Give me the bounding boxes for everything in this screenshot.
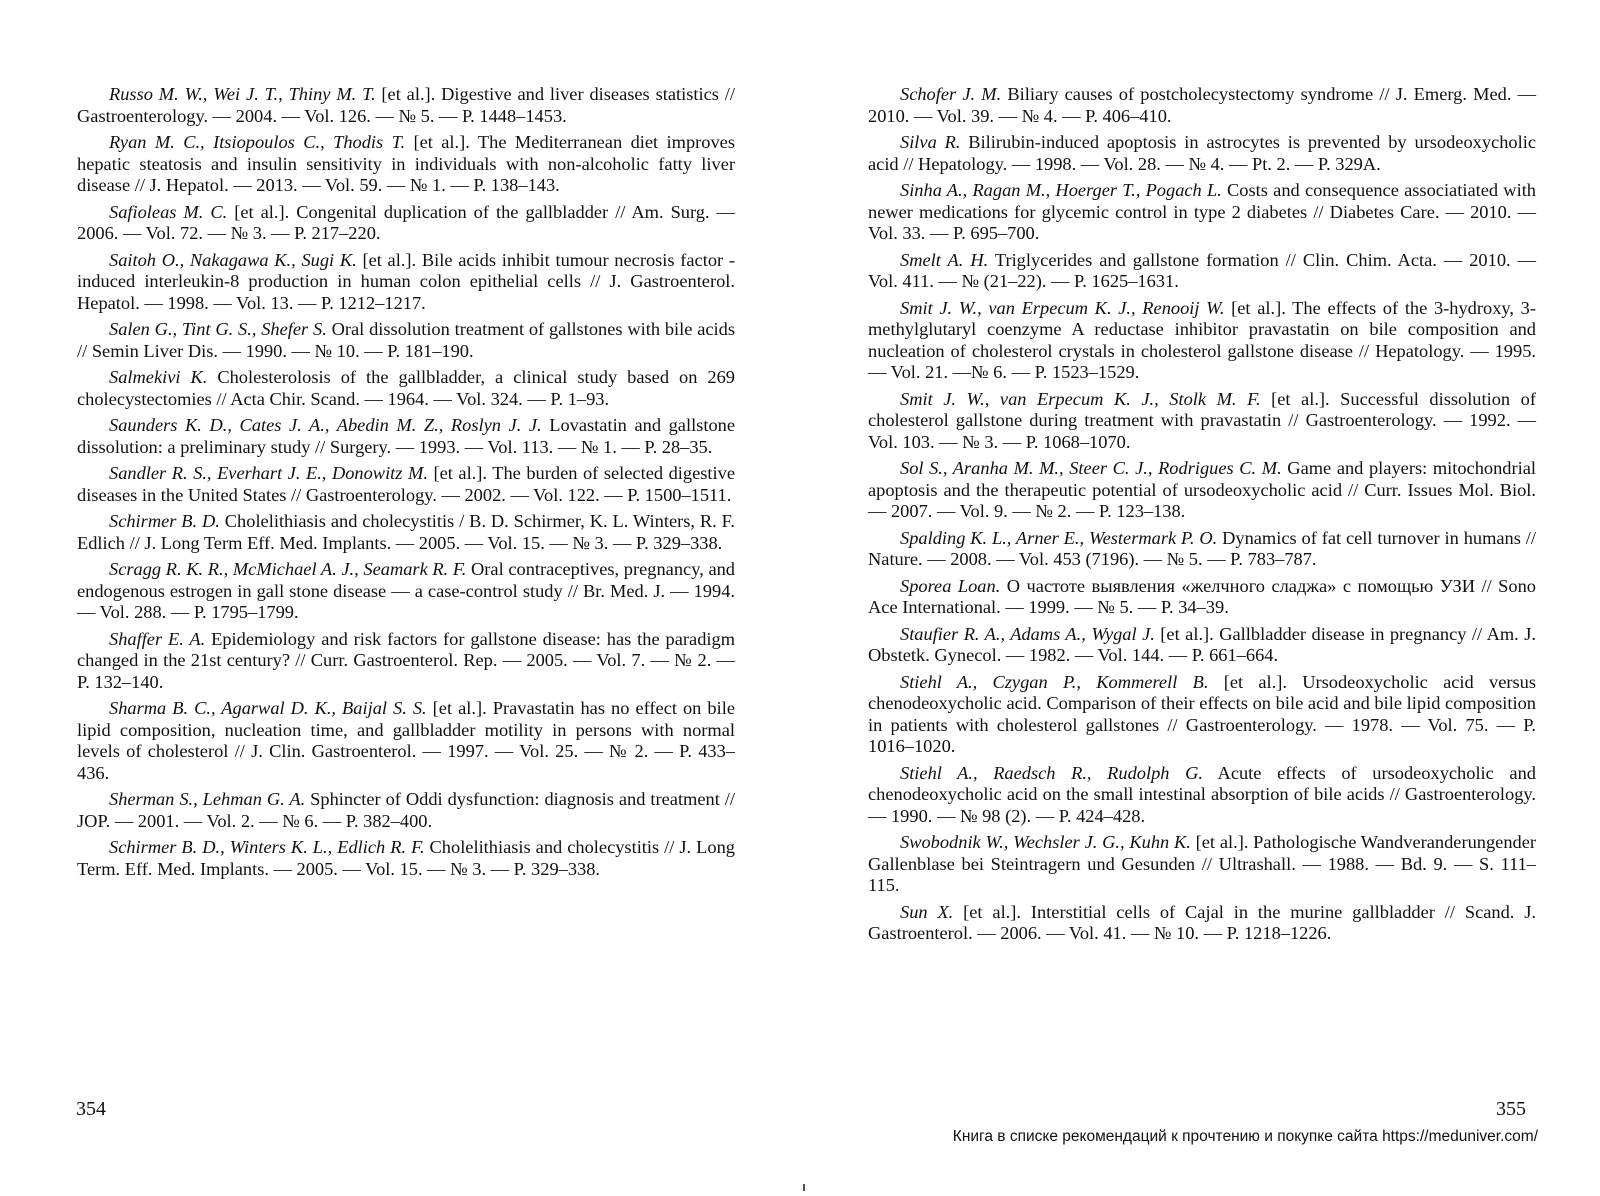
reference-authors: Spalding K. L., Arner E., Westermark P. O. — [900, 527, 1218, 548]
reference-authors: Swobodnik W., Wechsler J. G., Kuhn K. — [900, 832, 1191, 852]
reference-text: [et al.]. Successful dissolution of cholesterol gallstone during treatment with pravastatin // Gastroenterology. — 1992. — Vol. 103. — № 3. — P. 1068–1070. — [868, 388, 1536, 452]
reference-text: [et al.]. Digestive and liver diseases statistics // Gastroenterology. — 2004. — Vol. 126. — № 5. — P. 1448–1453. — [77, 84, 735, 126]
reference-entry — [77, 837, 735, 880]
reference-authors: Ryan M. C., Itsiopoulos C., Thodis T. — [109, 132, 406, 152]
reference-entry — [868, 298, 1536, 384]
reference-text: [et al.]. Ursodeoxycholic acid versus chenodeoxycholic acid. Comparison of their effects on bile acid and bile lipid composition in patients with cholesterol gallstones // Gastroenterology. — 1978. — Vol. 75. — P. 1016–1020. — [868, 671, 1536, 756]
reference-entry — [77, 367, 735, 410]
reference-authors: Schirmer B. D., Winters K. L., Edlich R. F. — [109, 837, 425, 857]
reference-authors: Schirmer B. D. — [109, 511, 220, 531]
reference-entry — [868, 576, 1536, 619]
reference-authors: Russo M. W., Wei J. T., Thiny M. T. — [109, 84, 376, 104]
reference-text: Triglycerides and gallstone formation // Clin. Chim. Acta. — 2010. — Vol. 411. — № (21–22). — P. 1625–1631. — [868, 249, 1536, 291]
reference-text: Cholelithiasis and cholecystitis // J. Long Term. Eff. Med. Implants. — 2005. — Vol. 15. — № 3. — P. 329–338. — [77, 837, 735, 879]
reference-authors: Sherman S., Lehman G. A. — [109, 789, 306, 809]
reference-authors: Schofer J. M. — [900, 84, 1002, 104]
footer-watermark-text: Книга в списке рекомендаций к прочтению и покупке сайта https://meduniver.com/ — [952, 1128, 1538, 1145]
reference-entry — [868, 132, 1536, 175]
reference-entry — [77, 202, 735, 245]
reference-authors: Saitoh O., Nakagawa K., Sugi K. — [109, 249, 357, 270]
reference-entry — [77, 789, 735, 832]
scan-speck — [803, 1184, 805, 1191]
reference-entry — [868, 180, 1536, 245]
reference-entry — [77, 511, 735, 554]
reference-authors: Stiehl A., Czygan P., Kommerell B. — [900, 671, 1209, 692]
right-page-references — [868, 84, 1536, 950]
reference-entry — [77, 463, 735, 506]
reference-text: Cholelithiasis and cholecystitis / B. D. Schirmer, K. L. Winters, R. F. Edlich // J. Long Term Eff. Med. Implants. — 2005. — Vol. 15. — № 3. — P. 329–338. — [77, 511, 735, 553]
reference-text: [et al.]. Gallbladder disease in pregnancy // Am. J. Obstetk. Gynecol. — 1982. — Vol. 144. — P. 661–664. — [868, 623, 1536, 665]
reference-text: [et al.]. Pravastatin has no effect on bile lipid composition, nucleation time, and gallbladder motility in persons with normal levels of cholesterol // J. Clin. Gastroenterol. — 1997. — Vol. 25. — № 2. — P. 433–436. — [77, 698, 735, 783]
reference-text: [et al.]. The Mediterranean diet improves hepatic steatosis and insulin sensitivity in individuals with non-alcoholic fatty liver disease // J. Hepatol. — 2013. — Vol. 59. — № 1. — P. 138–143. — [77, 132, 735, 195]
reference-text: [et al.]. Interstitial cells of Cajal in the murine gallbladder // Scand. J. Gastroenterol. — 2006. — Vol. 41. — № 10. — P. 1218–1226. — [868, 901, 1536, 943]
reference-text: [et al.]. The effects of the 3-hydroxy, 3-methylglutaryl coenzyme A reductase inhibitor pravastatin on bile composition and nucleation of cholesterol crystals in cholesterol gallstone disease // Hepatology. — 1995. — Vol. 21. —№ 6. — P. 1523–1529. — [868, 297, 1537, 382]
reference-entry — [868, 84, 1536, 127]
reference-entry — [868, 458, 1536, 523]
reference-text: [et al.]. Bile acids inhibit tumour necrosis factor -induced interleukin-8 production in human colon epithelial cells // J. Gastroenterol. Hepatol. — 1998. — Vol. 13. — P. 1212–1217. — [77, 249, 735, 313]
left-page-references — [77, 84, 735, 885]
left-page-number: 354 — [76, 1098, 106, 1120]
reference-authors: Saunders K. D., Cates J. A., Abedin M. Z., Roslyn J. J. — [109, 415, 542, 435]
reference-authors: Sinha A., Ragan M., Hoerger T., Pogach L. — [900, 180, 1222, 200]
reference-entry — [77, 629, 735, 694]
reference-text: Acute effects of ursodeoxycholic and chenodeoxycholic acid on the small intestinal absorption of bile acids // Gastroenterology. — 1990. — № 98 (2). — P. 424–428. — [868, 762, 1536, 826]
reference-authors: Salmekivi K. — [109, 367, 208, 387]
reference-text: [et al.]. Congenital duplication of the gallbladder // Am. Surg. — 2006. — Vol. 72. — № 3. — P. 217–220. — [77, 201, 735, 243]
reference-text: Biliary causes of postcholecystectomy syndrome // J. Emerg. Med. — 2010. — Vol. 39. — № 4. — P. 406–410. — [868, 84, 1536, 126]
reference-entry — [868, 624, 1536, 667]
reference-authors: Sandler R. S., Everhart J. E., Donowitz M. — [109, 463, 428, 483]
reference-text: [et al.]. Pathologische Wandveranderungender Gallenblase bei Steintragern und Gesunden // Ultrashall. — 1988. — Bd. 9. — S. 111–115. — [868, 832, 1536, 895]
reference-text: Lovastatin and gallstone dissolution: a preliminary study // Surgery. — 1993. — Vol. 113. — № 1. — P. 28–35. — [77, 415, 735, 457]
reference-text: Costs and consequence associatiated with newer medications for glycemic control in type 2 diabetes // Diabetes Care. — 2010. — Vol. 33. — P. 695–700. — [868, 180, 1536, 243]
reference-authors: Silva R. — [900, 132, 961, 152]
reference-entry — [868, 528, 1536, 571]
reference-authors: Sharma B. C., Agarwal D. K., Baijal S. S. — [109, 698, 427, 718]
reference-entry — [77, 698, 735, 784]
reference-entry — [868, 389, 1536, 454]
reference-entry — [77, 559, 735, 624]
reference-text: Sphincter of Oddi dysfunction: diagnosis and treatment // JOP. — 2001. — Vol. 2. — № 6. — P. 382–400. — [77, 789, 735, 831]
reference-text: Game and players: mitochondrial apoptosis and the therapeutic potential of ursodeoxycholic acid // Curr. Issues Mol. Biol. — 2007. — Vol. 9. — № 2. — P. 123–138. — [868, 458, 1536, 521]
reference-authors: Stiehl A., Raedsch R., Rudolph G. — [900, 762, 1203, 783]
reference-entry — [77, 415, 735, 458]
reference-authors: Scragg R. K. R., McMichael A. J., Seamark R. F. — [109, 559, 467, 579]
reference-text: Epidemiology and risk factors for gallstone disease: has the paradigm changed in the 21st century? // Curr. Gastroenterol. Rep. — 2005. — Vol. 7. — № 2. — P. 132–140. — [77, 628, 735, 692]
reference-authors: Smit J. W., van Erpecum K. J., Stolk M. F. — [900, 388, 1261, 409]
reference-text: [et al.]. The burden of selected digestive diseases in the United States // Gastroenterology. — 2002. — Vol. 122. — P. 1500–1511. — [77, 463, 735, 505]
reference-text: Oral contraceptives, pregnancy, and endogenous estrogen in gall stone disease — a case-control study // Br. Med. J. — 1994. — Vol. 288. — P. 1795–1799. — [77, 559, 735, 622]
reference-entry — [868, 672, 1536, 758]
reference-entry — [868, 902, 1536, 945]
reference-authors: Smelt A. H. — [900, 249, 989, 270]
reference-authors: Staufier R. A., Adams A., Wygal J. — [900, 623, 1155, 644]
reference-text: Oral dissolution treatment of gallstones with bile acids // Semin Liver Dis. — 1990. — № 10. — P. 181–190. — [77, 319, 735, 361]
reference-authors: Sun X. — [900, 901, 954, 922]
reference-entry — [77, 132, 735, 197]
reference-authors: Sporea Loan. — [900, 575, 1001, 596]
reference-authors: Safioleas M. C. — [109, 201, 228, 222]
reference-entry — [868, 250, 1536, 293]
reference-entry — [868, 832, 1536, 897]
reference-text: Bilirubin-induced apoptosis in astrocytes is prevented by ursodeoxycholic acid // Hepatology. — 1998. — Vol. 28. — № 4. — Pt. 2. — P. 329A. — [868, 132, 1536, 174]
reference-authors: Shaffer E. A. — [109, 628, 206, 649]
reference-authors: Sol S., Aranha M. M., Steer C. J., Rodrigues C. M. — [900, 458, 1282, 478]
reference-entry — [77, 250, 735, 315]
reference-text: Cholesterolosis of the gallbladder, a clinical study based on 269 cholecystectomies // Acta Chir. Scand. — 1964. — Vol. 324. — P. 1–93. — [77, 367, 735, 409]
reference-authors: Smit J. W., van Erpecum K. J., Renooij W. — [900, 297, 1225, 318]
reference-entry — [77, 84, 735, 127]
reference-text: Dynamics of fat cell turnover in humans // Nature. — 2008. — Vol. 453 (7196). — № 5. — P. 783–787. — [868, 527, 1536, 569]
reference-entry — [77, 319, 735, 362]
reference-authors: Salen G., Tint G. S., Shefer S. — [109, 319, 327, 339]
reference-text: О частоте выявления «желчного сладжа» с помощью УЗИ // Sono Ace International. — 1999. — № 5. — P. 34–39. — [868, 575, 1537, 617]
right-page-number: 355 — [1496, 1098, 1526, 1120]
reference-entry — [868, 763, 1536, 828]
